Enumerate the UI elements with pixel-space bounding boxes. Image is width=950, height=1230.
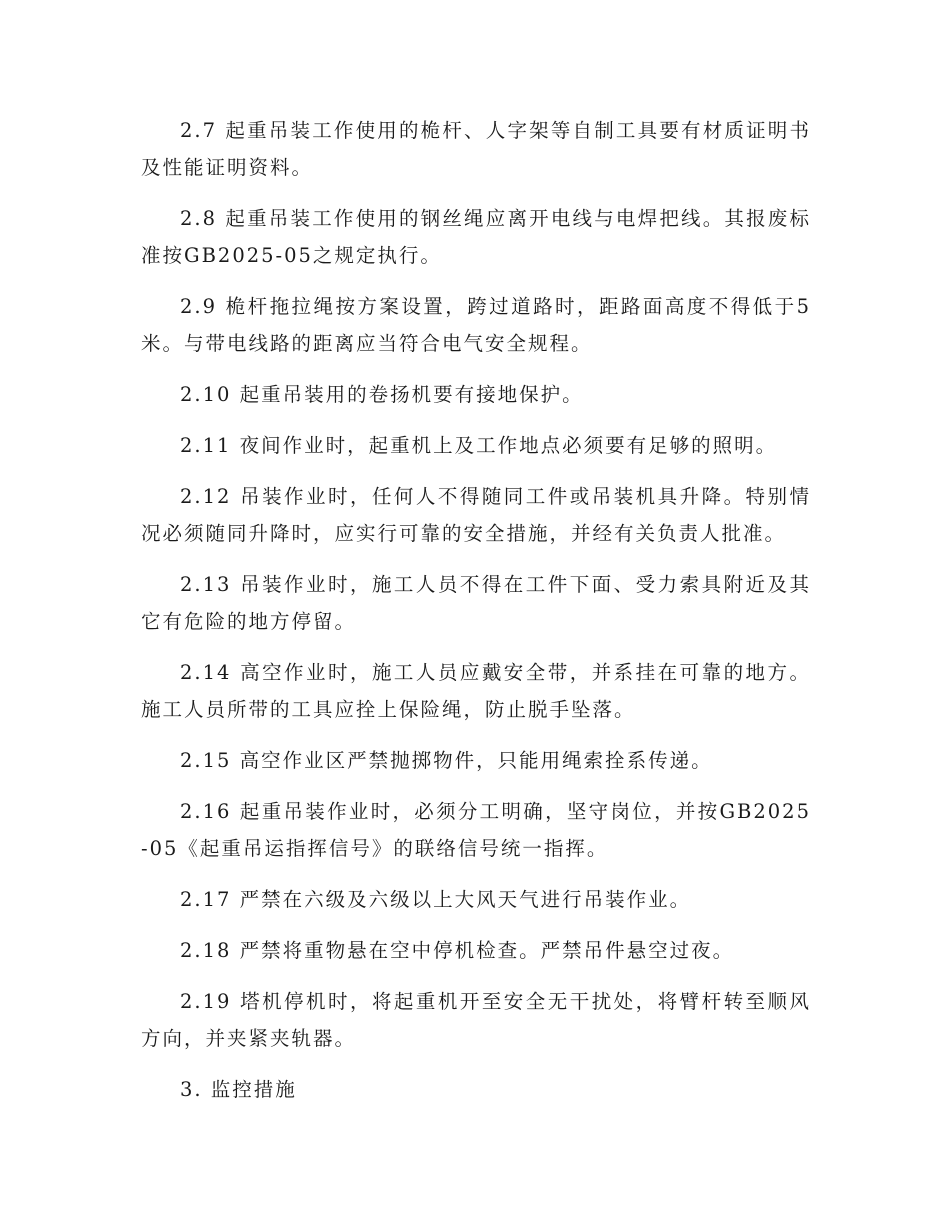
- paragraph-2-7: 2.7 起重吊装工作使用的桅杆、人字架等自制工具要有材质证明书及性能证明资料。: [141, 119, 811, 179]
- paragraph-2-19: 2.19 塔机停机时，将起重机开至安全无干扰处，将臂杆转至顺风方向，并夹紧夹轨器。: [141, 990, 811, 1050]
- paragraph-2-10: 2.10 起重吊装用的卷扬机要有接地保护。: [180, 383, 584, 406]
- paragraph-2-9: 2.9 桅杆拖拉绳按方案设置，跨过道路时，距路面高度不得低于5米。与带电线路的距离应当符合电气安全规程。: [141, 295, 811, 355]
- paragraph-2-13: 2.13 吊装作业时，施工人员不得在工件下面、受力索具附近及其它有危险的地方停留。: [141, 573, 811, 633]
- paragraph-2-15: 2.15 高空作业区严禁抛掷物件，只能用绳索拴系传递。: [180, 749, 713, 772]
- paragraph-2-12: 2.12 吊装作业时，任何人不得随同工件或吊装机具升降。特别情况必须随同升降时，应实行可靠的安全措施，并经有关负责人批准。: [141, 485, 811, 545]
- paragraph-2-8: 2.8 起重吊装工作使用的钢丝绳应离开电线与电焊把线。其报废标准按GB2025-05之规定执行。: [141, 207, 811, 267]
- paragraph-2-17: 2.17 严禁在六级及六级以上大风天气进行吊装作业。: [180, 888, 692, 911]
- paragraph-2-16: 2.16 起重吊装作业时，必须分工明确，坚守岗位，并按GB2025-05《起重吊运指挥信号》的联络信号统一指挥。: [141, 800, 811, 860]
- document-body: [141, 112, 811, 1108]
- paragraph-2-11: 2.11 夜间作业时，起重机上及工作地点必须要有足够的照明。: [180, 434, 778, 457]
- paragraph-2-18: 2.18 严禁将重物悬在空中停机检查。严禁吊件悬空过夜。: [180, 939, 735, 962]
- section-heading-3: 3. 监控措施: [180, 1078, 297, 1101]
- paragraph-2-14: 2.14 高空作业时，施工人员应戴安全带，并系挂在可靠的地方。施工人员所带的工具应拴上保险绳，防止脱手坠落。: [141, 661, 811, 721]
